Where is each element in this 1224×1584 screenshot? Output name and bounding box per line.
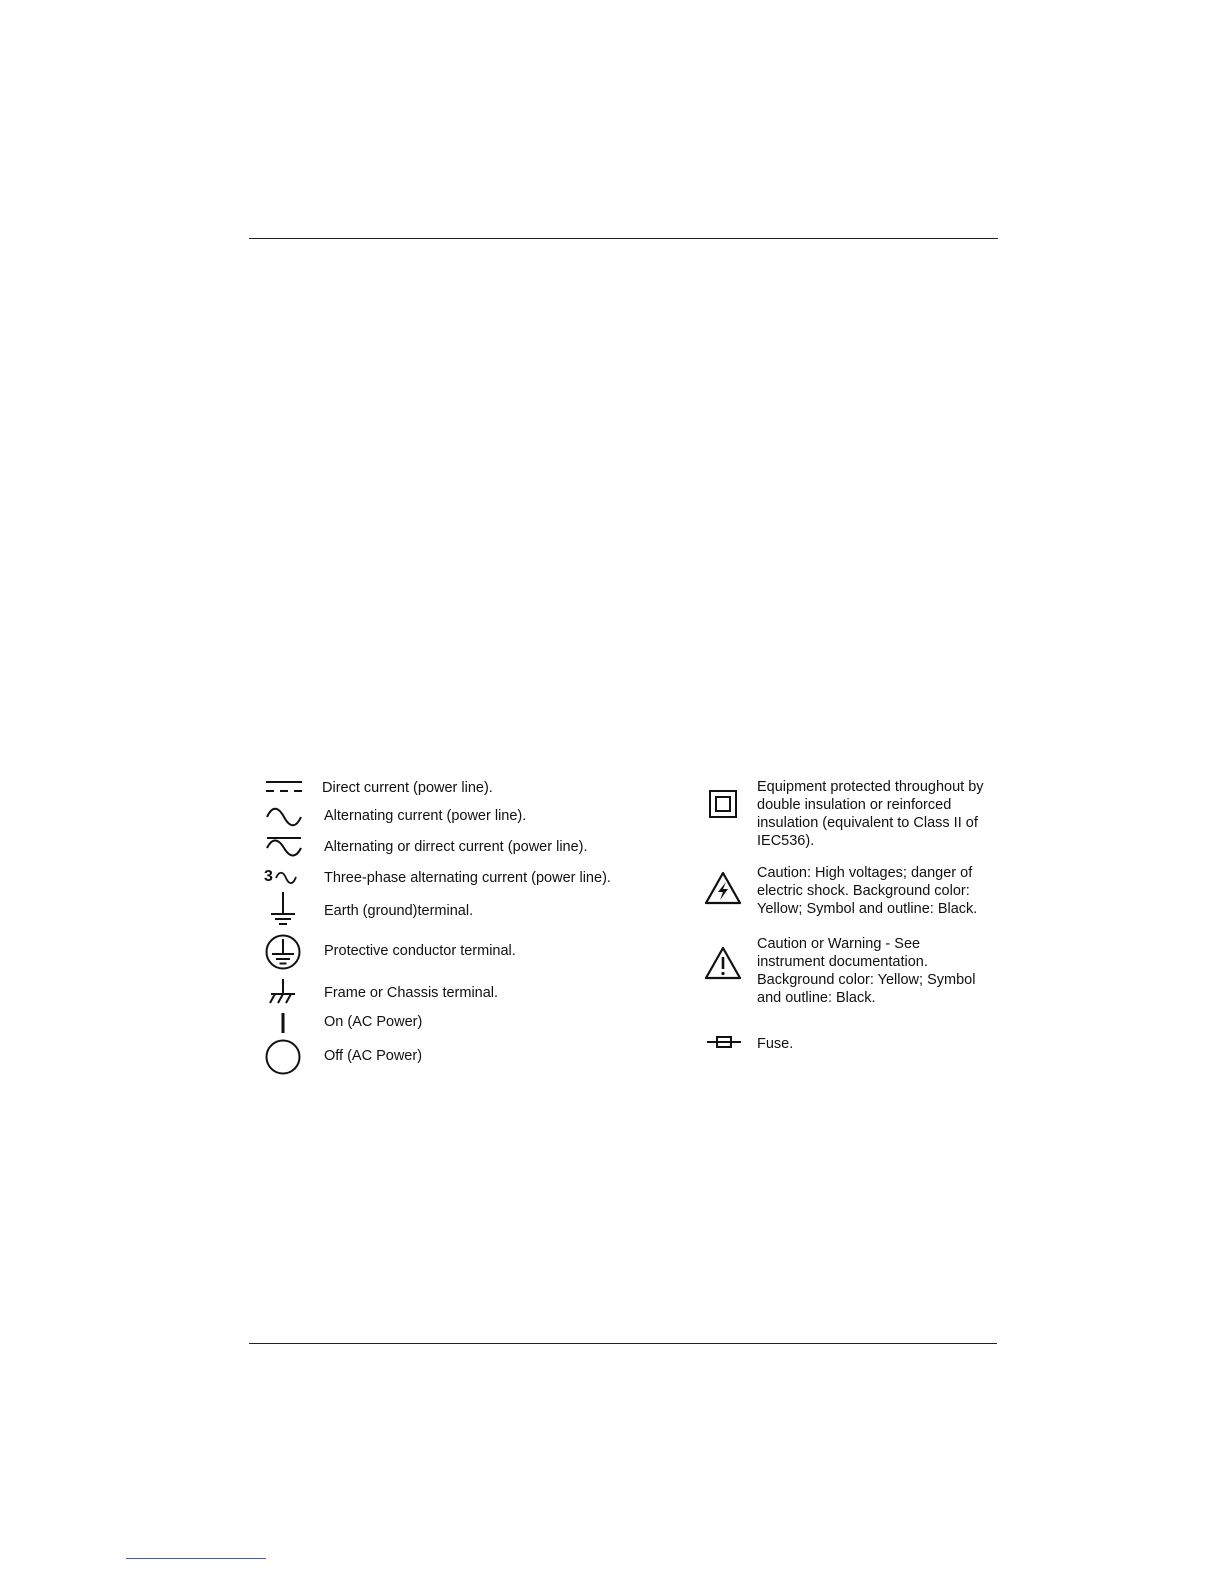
on-label: On (AC Power): [324, 1014, 423, 1030]
footnote-separator: [126, 1558, 266, 1559]
double-insulation-line-2: double insulation or reinforced: [757, 797, 952, 813]
ac-dc-label: Alternating or dirrect current (power line).: [324, 839, 588, 855]
high-voltage-label: [757, 864, 997, 918]
ac-dc-icon: [264, 834, 304, 858]
power-on-icon: [273, 1012, 293, 1034]
power-off-icon: [264, 1038, 302, 1076]
double-insulation-line-1: Equipment protected throughout by: [757, 779, 984, 795]
double-insulation-line-4: IEC536).: [757, 833, 815, 849]
caution-line-2: instrument documentation.: [757, 954, 928, 970]
double-insulation-line-3: insulation (equivalent to Class II of: [757, 815, 978, 831]
fuse-icon: [706, 1034, 742, 1050]
high-voltage-line-1: Caution: High voltages; danger of: [757, 865, 973, 881]
caution-label: [757, 935, 997, 1007]
double-insulation-label: [757, 778, 997, 850]
fuse-label: Fuse.: [757, 1036, 794, 1052]
caution-line-3: Background color: Yellow; Symbol: [757, 972, 976, 988]
high-voltage-warning-icon: [704, 871, 742, 905]
caution-line-4: and outline: Black.: [757, 990, 876, 1006]
double-insulation-icon: [708, 789, 738, 819]
protective-label: Protective conductor terminal.: [324, 943, 516, 959]
dc-label: Direct current (power line).: [322, 780, 493, 796]
caution-warning-icon: [704, 946, 742, 980]
high-voltage-line-3: Yellow; Symbol and outline: Black.: [757, 901, 978, 917]
frame-label: Frame or Chassis terminal.: [324, 985, 499, 1001]
earth-ground-icon: [268, 890, 298, 928]
earth-label: Earth (ground)terminal.: [324, 903, 474, 919]
dc-icon: [264, 777, 304, 797]
high-voltage-line-2: electric shock. Background color:: [757, 883, 970, 899]
caution-line-1: Caution or Warning - See: [757, 936, 921, 952]
three-phase-number: 3: [264, 868, 273, 885]
header-rule: [249, 238, 998, 239]
protective-conductor-icon: [264, 933, 302, 971]
ac-label: Alternating current (power line).: [324, 808, 527, 824]
ac-icon: [264, 806, 304, 828]
three-phase-ac-icon: [264, 866, 304, 888]
off-label: Off (AC Power): [324, 1048, 423, 1064]
frame-chassis-icon: [267, 977, 299, 1005]
three-phase-label: Three-phase alternating current (power line).: [324, 870, 611, 886]
footer-rule: [249, 1343, 997, 1344]
